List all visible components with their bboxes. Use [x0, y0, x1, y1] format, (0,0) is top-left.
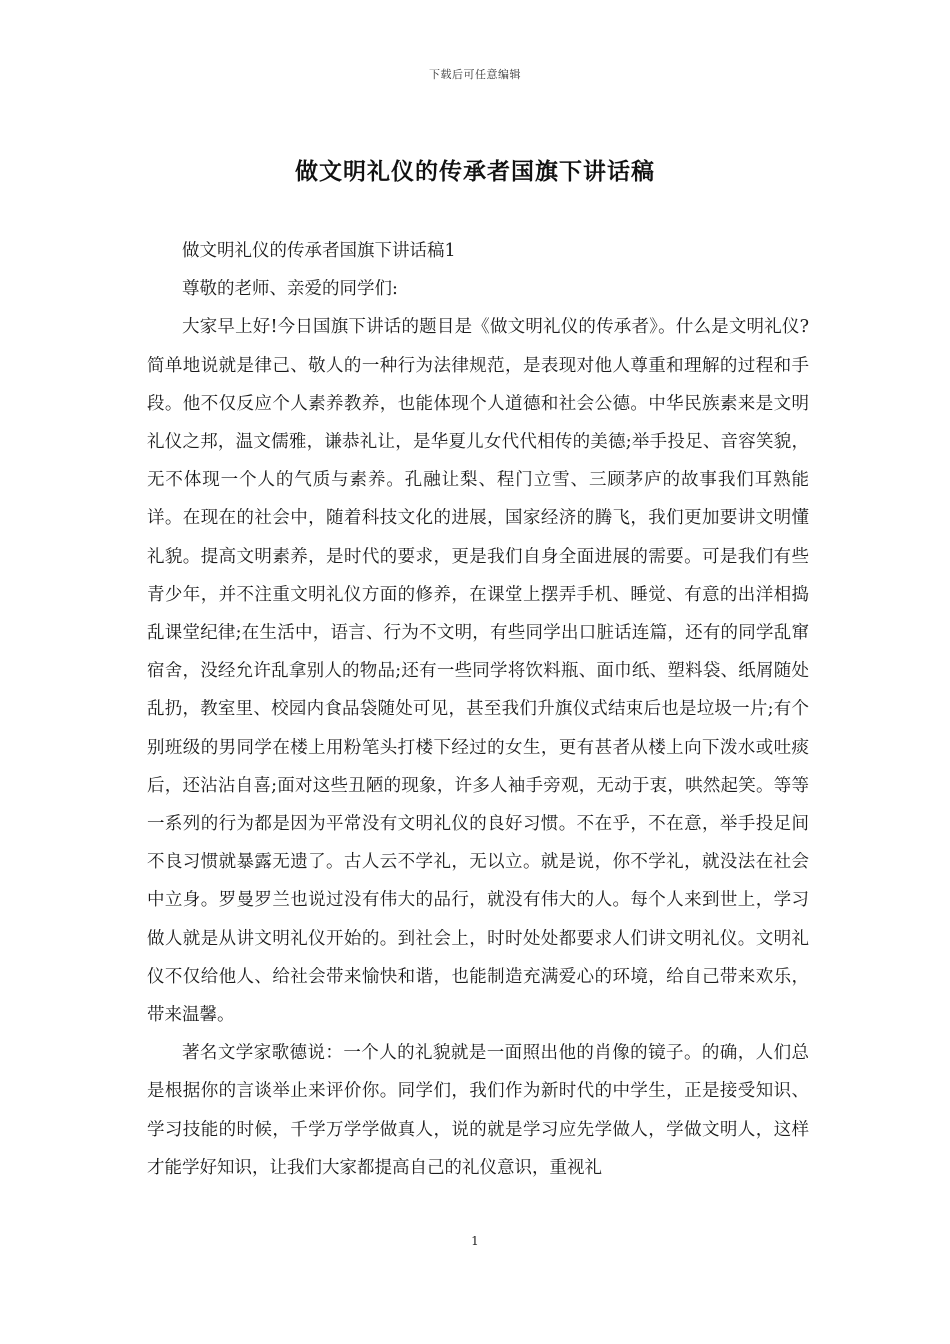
greeting-paragraph: 尊敬的老师、亲爱的同学们: — [182, 279, 398, 300]
body-paragraph: 大家早上好!今日国旗下讲话的题目是《做文明礼仪的传承者》。什么是文明礼仪?简单地说就是律己、敬人的一种行为法律规范，是表现对他人尊重和理解的过程和手段。他不仅反应个人素养教养，也能体现个人道德和社会公德。中华民族素来是文明礼仪之邦，温文儒雅，谦恭礼让，是华夏儿女代代相传的美德;举手投足、音容笑貌，无不体现一个人的气质与素养。孔融让梨、程门立雪、三顾茅庐的故事我们耳熟能详。在现在的社会中，随着科技文化的进展，国家经济的腾飞，我们更加要讲文明懂礼貌。提高文明素养，是时代的要求，更是我们自身全面进展的需要。可是我们有些青少年，并不注重文明礼仪方面的修养，在课堂上摆弄手机、睡觉、有意的出洋相捣乱课堂纪律;在生活中，语言、行为不文明，有些同学出口脏话连篇，还有的同学乱窜宿舍，没经允许乱拿别人的物品;还有一些同学将饮料瓶、面巾纸、塑料袋、纸屑随处乱扔，教室里、校园内食品袋随处可见，甚至我们升旗仪式结束后也是垃圾一片;有个别班级的男同学在楼上用粉笔头打楼下经过的女生，更有甚者从楼上向下泼水或吐痰后，还沾沾自喜;面对这些丑陋的现象，许多人袖手旁观，无动于衷，哄然起笑。等等一系列的行为都是因为平常没有文明礼仪的良好习惯。不在乎，不在意，举手投足间不良习惯就暴露无遗了。古人云不学礼，无以立。就是说，你不学礼，就没法在社会中立身。罗曼罗兰也说过没有伟大的品行，就没有伟大的人。每个人来到世上，学习做人就是从讲文明礼仪开始的。到社会上，时时处处都要求人们讲文明礼仪。文明礼仪不仅给他人、给社会带来愉快和谐，也能制造充满爱心的环境，给自己带来欢乐，带来温馨。 — [147, 317, 809, 1026]
header-note: 下载后可任意编辑 — [429, 68, 521, 81]
subtitle-paragraph: 做文明礼仪的传承者国旗下讲话稿1 — [182, 241, 456, 261]
document-title: 做文明礼仪的传承者国旗下讲话稿 — [295, 158, 655, 185]
body-paragraph: 著名文学家歌德说：一个人的礼貌就是一面照出他的肖像的镜子。的确，人们总是根据你的言谈举止来评价你。同学们，我们作为新时代的中学生，正是接受知识、学习技能的时候，千学万学学做真人，说的就是学习应先学做人，学做文明人，这样才能学好知识，让我们大家都提高自己的礼仪意识，重视礼 — [147, 1043, 809, 1178]
page-number: 1 — [471, 1234, 479, 1248]
document-body — [147, 232, 809, 1187]
